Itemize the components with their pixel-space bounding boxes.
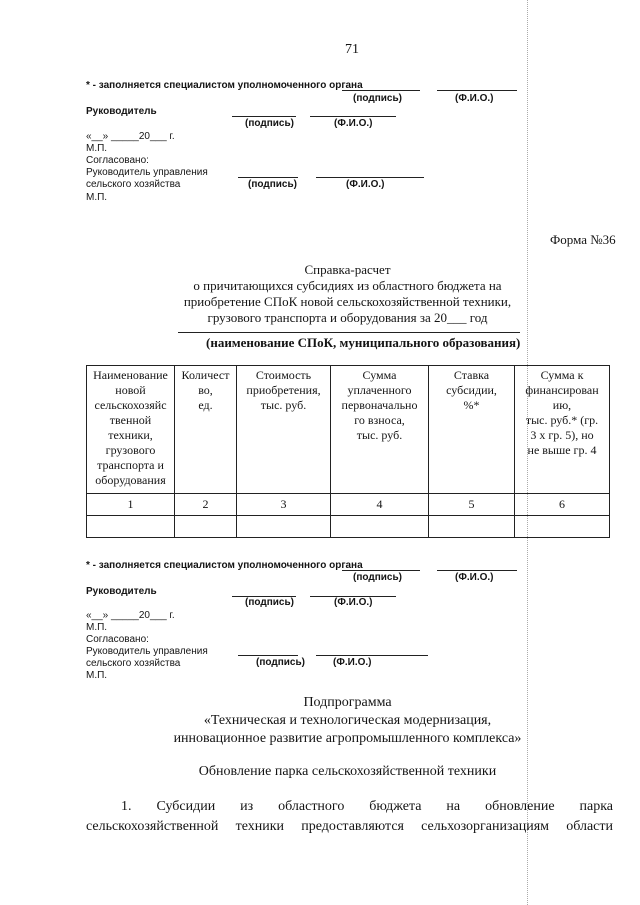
empty-cell — [515, 516, 610, 538]
ruk-upr-label-2: сельского хозяйства — [86, 658, 181, 669]
header-cell: Сумма к финансирован ию, тыс. руб.* (гр. 3 х гр. 5), но не выше гр. 4 — [515, 366, 610, 494]
empty-cell — [429, 516, 515, 538]
column-number: 3 — [237, 494, 331, 516]
subprogram-heading — [86, 694, 609, 748]
paragraph-line: 1. Субсидии из областного бюджета на обновление парка — [121, 799, 613, 814]
column-number: 4 — [331, 494, 429, 516]
column-number: 6 — [515, 494, 610, 516]
mp-label: М.П. — [86, 143, 108, 154]
podpis-label: (подпись) — [245, 118, 294, 129]
podpis-label: (подпись) — [256, 657, 305, 668]
subprogram-line: Подпрограмма — [303, 695, 392, 710]
mp-label: М.П. — [86, 192, 108, 203]
note-text: * - заполняется специалистом уполномоченного органа — [86, 80, 363, 91]
subsidy-table — [86, 365, 610, 538]
header-cell: Количест во, ед. — [175, 366, 237, 494]
podpis-label: (подпись) — [353, 572, 402, 583]
title-line: грузового транспорта и оборудования за 20___ год — [207, 310, 488, 325]
subprogram-line: «Техническая и технологическая модернизация, — [203, 713, 492, 728]
paragraph — [86, 797, 613, 837]
empty-cell — [331, 516, 429, 538]
title-line: Справка-расчет — [304, 262, 391, 277]
form-number: Форма №36 — [550, 232, 616, 247]
doc-title — [86, 262, 609, 326]
title-line: о причитающихся субсидиях из областного бюджета на — [193, 278, 502, 293]
title-line: приобретение СПоК новой сельскохозяйственной техники, — [183, 294, 512, 309]
fio-label: (Ф.И.О.) — [334, 118, 373, 129]
rukovoditel-label: Руководитель — [86, 106, 157, 117]
mp-label: М.П. — [86, 622, 108, 633]
ruk-upr-label-2: сельского хозяйства — [86, 179, 181, 190]
title-caption: (наименование СПоК, муниципального образования) — [206, 335, 521, 350]
mp-label: М.П. — [86, 670, 108, 681]
empty-cell — [87, 516, 175, 538]
podpis-label: (подпись) — [248, 179, 297, 190]
column-number: 5 — [429, 494, 515, 516]
empty-cell — [237, 516, 331, 538]
date-field: «__» _____20___ г. — [86, 610, 175, 621]
podpis-label: (подпись) — [353, 93, 402, 104]
podpis-label: (подпись) — [245, 597, 294, 608]
table-row — [87, 516, 610, 538]
section-title: Обновление парка сельскохозяйственной техники — [198, 764, 497, 779]
fio-label: (Ф.И.О.) — [334, 597, 373, 608]
paragraph-line: сельскохозяйственной техники предоставляются сельхозорганизациям области — [86, 819, 613, 834]
ruk-upr-label: Руководитель управления — [86, 167, 208, 178]
page-number: 71 — [345, 42, 359, 57]
subprogram-line: инновационное развитие агропромышленного комплекса» — [173, 731, 522, 746]
empty-cell — [175, 516, 237, 538]
header-cell: Стоимость приобретения, тыс. руб. — [237, 366, 331, 494]
fio-label: (Ф.И.О.) — [455, 93, 494, 104]
rukovoditel-label: Руководитель — [86, 586, 157, 597]
fio-label: (Ф.И.О.) — [455, 572, 494, 583]
soglasovano-label: Согласовано: — [86, 634, 149, 645]
column-number: 2 — [175, 494, 237, 516]
column-number-row — [87, 494, 610, 516]
header-cell: Ставка субсидии, %* — [429, 366, 515, 494]
note-text: * - заполняется специалистом уполномоченного органа — [86, 560, 363, 571]
date-field: «__» _____20___ г. — [86, 131, 175, 142]
fio-label: (Ф.И.О.) — [333, 657, 372, 668]
column-number: 1 — [87, 494, 175, 516]
fio-label: (Ф.И.О.) — [346, 179, 385, 190]
table-header-row — [87, 366, 610, 494]
ruk-upr-label: Руководитель управления — [86, 646, 208, 657]
soglasovano-label: Согласовано: — [86, 155, 149, 166]
header-cell: Наименование новой сельскохозяйс твенной техники, грузового транспорта и оборудования — [87, 366, 175, 494]
header-cell: Сумма уплаченного первоначально го взноса, тыс. руб. — [331, 366, 429, 494]
